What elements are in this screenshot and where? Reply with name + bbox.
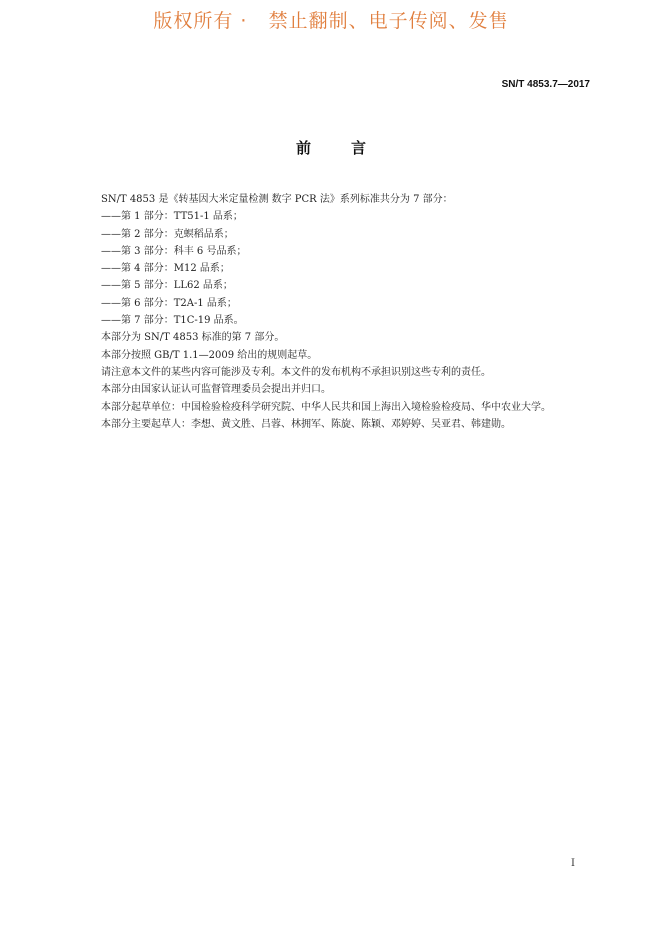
- part-list-item: ——第 2 部分：克螟稻品系；: [101, 228, 234, 240]
- drafting-rules-paragraph: 本部分按照 GB/T 1.1—2009 给出的规则起草。: [101, 349, 318, 361]
- copyright-banner: 版权所有 · 禁止翻制、电子传阅、发售: [153, 10, 509, 32]
- part-statement-paragraph: 本部分为 SN/T 4853 标准的第 7 部分。: [101, 332, 285, 344]
- part-list-item: ——第 4 部分：M12 品系；: [101, 263, 230, 275]
- patent-notice-paragraph: 请注意本文件的某些内容可能涉及专利。本文件的发布机构不承担识别这些专利的责任。: [101, 366, 491, 378]
- part-list-item: ——第 7 部分：T1C-19 品系。: [101, 315, 244, 327]
- part-list-item: ——第 3 部分：科丰 6 号品系；: [101, 245, 247, 257]
- part-list-item: ——第 1 部分：TT51-1 品系；: [101, 211, 243, 223]
- standard-code: SN/T 4853.7—2017: [501, 79, 590, 90]
- drafting-units-paragraph: 本部分起草单位：中国检验检疫科学研究院、中华人民共和国上海出入境检验检疫局、华中农业大学。: [101, 401, 551, 413]
- proposer-paragraph: 本部分由国家认证认可监督管理委员会提出并归口。: [101, 384, 331, 396]
- page-number: I: [571, 858, 575, 869]
- drafters-paragraph: 本部分主要起草人：李想、黄文胜、吕蓉、林拥军、陈旋、陈颖、邓婷婷、吴亚君、韩建勋。: [101, 418, 511, 430]
- foreword-body: [81, 191, 591, 433]
- page-title: 前言: [295, 139, 406, 157]
- part-list-item: ——第 5 部分：LL62 品系；: [101, 280, 233, 292]
- part-list-item: ——第 6 部分：T2A-1 品系；: [101, 297, 237, 309]
- series-intro-paragraph: SN/T 4853 是《转基因大米定量检测 数字 PCR 法》系列标准共分为 7 部分：: [101, 194, 453, 205]
